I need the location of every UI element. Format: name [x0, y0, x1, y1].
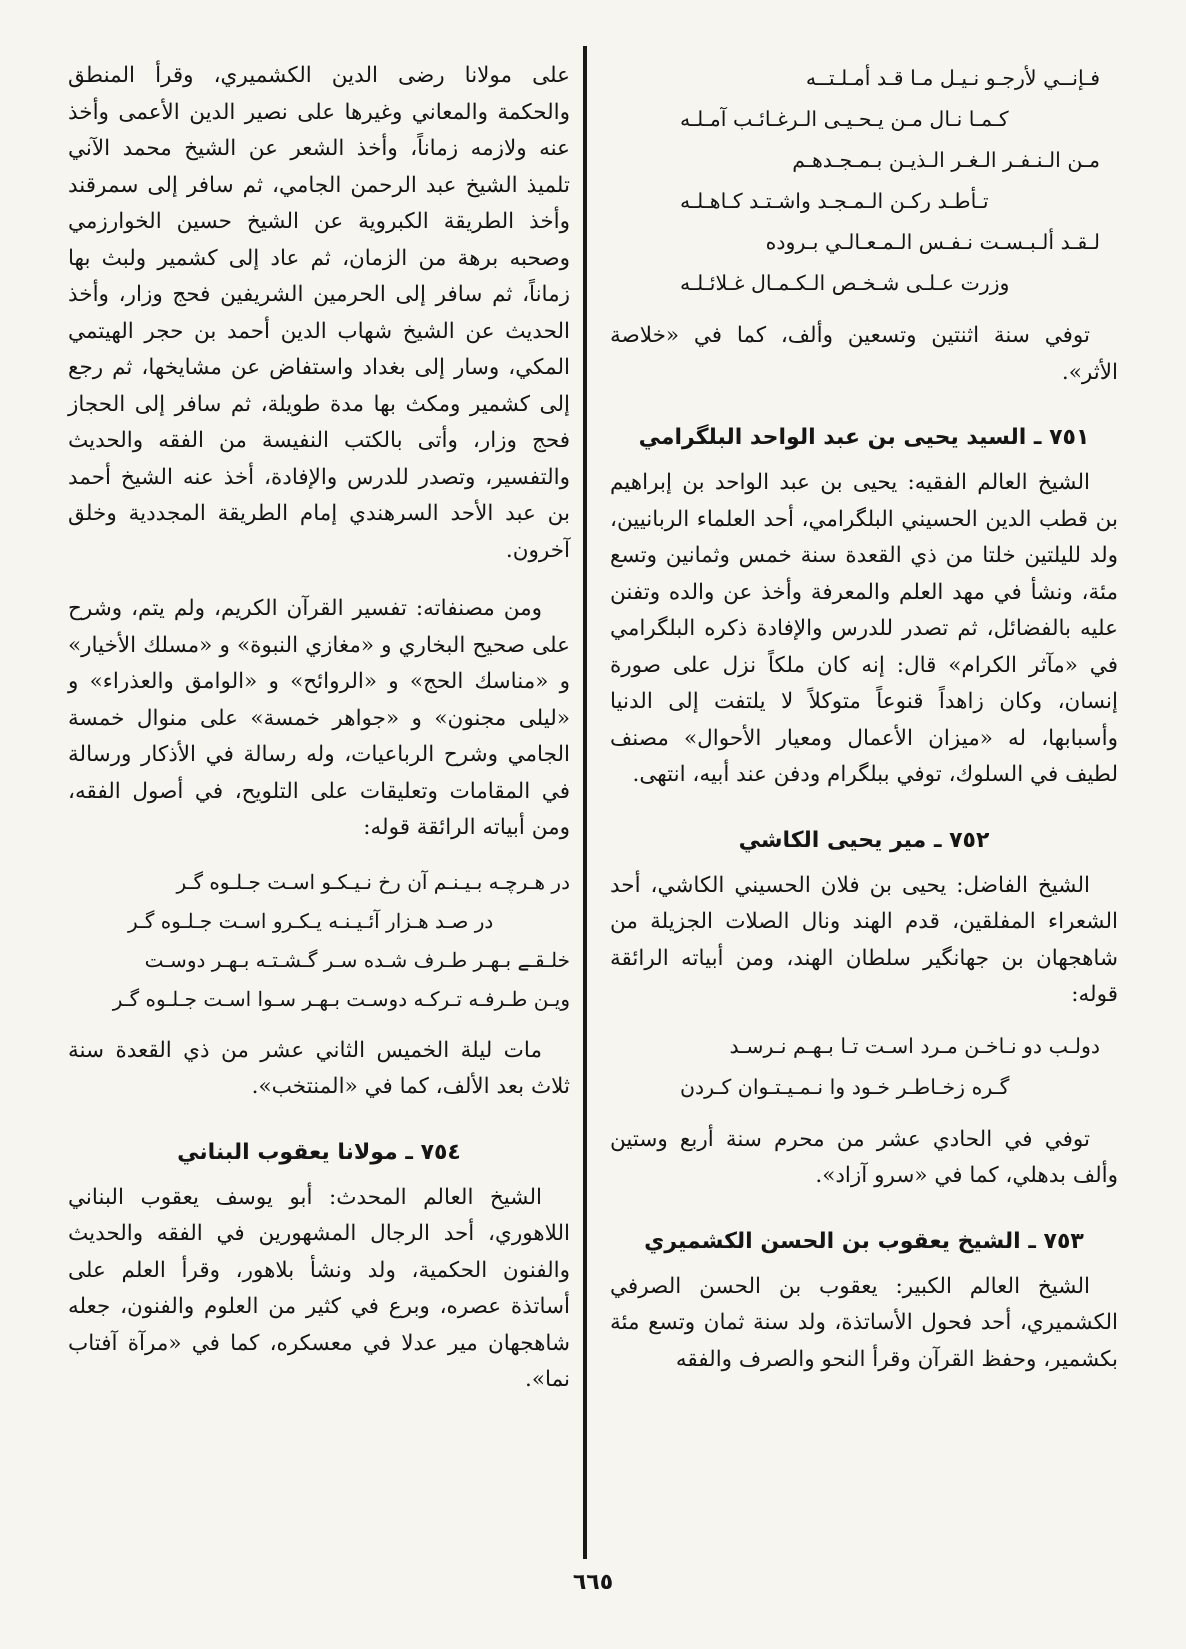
verse-line: در هـرچـه بـيـنـم آن رخ نـيـكـو اسـت جـلـوه گـر: [176, 869, 570, 894]
entry-752-text: الشيخ الفاضل: يحيى بن فلان الحسيني الكاشي، أحد الشعراء المفلقين، قدم الهند ونال الصلات الجزيلة من شاهجهان بن جهانگير سلطان الهند، ومن أبياته الرائقة قوله:: [610, 872, 1118, 1007]
entry-753-poem: [68, 863, 570, 1019]
entry-751-text: الشيخ العالم الفقيه: يحيى بن عبد الواحد بن إبراهيم بن قطب الدين الحسيني البلگرامي، أحد العلماء الربانيين، ولد لليلتين خلتا من ذي القعدة سنة خمس وثمانين وتسع مئة، ونشأ في مهد العلم والمعرفة وأخذ عن والده وتفنن عليه بالفضائل، ثم تصدر للدرس والإفادة ذكره البلگرامي في «مآثر الكرام» قال: إنه كان ملكاً نزل على صورة إنسان، وكان زاهداً قنوعاً متوكلاً لا يلتفت إلى الدنيا وأسبابها، له «ميزان الأعمال ومعيار الأحوال» مصنف لطيف في السلوك، توفي ببلگرام ودفن عند أبيه، انتهى.: [610, 470, 1118, 787]
verse-line: گـره زخـاطـر خـود وا نـمـيـتـوان كـردن: [680, 1074, 1010, 1099]
verse-line: لـقـد ألـبـسـت نـفـس الـمـعـالـي بـروده: [765, 230, 1100, 254]
verse-line: ويـن طـرفـه تـركـه دوسـت بـهـر سـوا اسـت جـلـوه گـر: [112, 986, 570, 1011]
verse-line: مـن الـنـفـر الـغـر الـذيـن بـمـجـدهـم: [792, 148, 1100, 172]
works-paragraph: ومن مصنفاته: تفسير القرآن الكريم، ولم يتم، وشرح على صحيح البخاري و «مغازي النبوة» و «مسلك الأخيار» و «مناسك الحج» و «الروائح» و «الوامق والعذراء» و «ليلى مجنون» و «جواهر خمسة» على منوال خمسة الجامي وشرح الرباعيات، وله رسالة في الأذكار ورسالة في المقامات وتعليقات على التلويح، في أصول الفقه، ومن أبياته الرائقة قوله:: [68, 596, 570, 840]
right-column: [610, 58, 1118, 1378]
page-number: ٦٦٥: [572, 1570, 614, 1595]
verse-line: تـأطـد ركـن الـمـجـد واشـتـد كـاهـلـه: [680, 189, 989, 213]
entry-753-text: الشيخ العالم الكبير: يعقوب بن الحسن الصرفي الكشميري، أحد فحول الأساتذة، ولد سنة ثمان وتسع مئة بكشمير، وحفظ القرآن وقرأ النحو والصرف والفقه: [610, 1273, 1118, 1372]
left-column: [68, 58, 570, 1399]
entry-752-poem: [610, 1026, 1118, 1108]
entry-753-heading: ٧٥٣ ـ الشيخ يعقوب بن الحسن الكشميري: [644, 1228, 1084, 1254]
entry-753-continuation: على مولانا رضى الدين الكشميري، وقرأ المنطق والحكمة والمعاني وغيرها على نصير الدين الأعمى وأخذ عنه ولازمه زماناً، وأخذ الشعر عن الشيخ محمد الآني تلميذ الشيخ عبد الرحمن الجامي، ثم سافر إلى سمرقند وأخذ الطريقة الكبروية عن الشيخ حسين الخوارزمي وصحبه برهة من الزمان، ثم عاد إلى كشمير ولبث بها زماناً، ثم سافر إلى الحرمين الشريفين فحج وزار، وأخذ الحديث عن الشيخ شهاب الدين أحمد بن حجر الهيتمي المكي، وسار إلى بغداد واستفاض عن مشايخها، ثم رجع إلى كشمير ومكث بها مدة طويلة، ثم سافر إلى الحجاز فحج وزار، وأتى بالكتب النفيسة من الفقه والحديث والتفسير، وتصدر للدرس والإفادة، أخذ عنه الشيخ أحمد بن عبد الأحد السرهندي إمام الطريقة المجددية وخلق آخرون.: [68, 63, 570, 563]
opening-poem: [610, 58, 1118, 304]
entry-754-heading: ٧٥٤ ـ مولانا يعقوب البناني: [177, 1139, 461, 1165]
verse-line: كـمـا نـال مـن يـحـيـى الـرغـائـب آمـلـه: [680, 107, 1009, 131]
verse-line: وزرت عـلـى شـخـص الـكـمـال غـلائـلـه: [680, 271, 1010, 295]
verse-line: خلـقـے بـهـر طـرف شـده سـر گـشـتـه بـهـر دوسـت: [144, 947, 570, 972]
death-note: توفي سنة اثنتين وتسعين وألف، كما في «خلاصة الأثر».: [610, 323, 1118, 385]
entry-753-death: مات ليلة الخميس الثاني عشر من ذي القعدة سنة ثلاث بعد الألف، كما في «المنتخب».: [68, 1037, 570, 1099]
verse-line: در صـد هـزار آئـيـنـه يـكـرو اسـت جـلـوه گـر: [128, 908, 494, 933]
verse-line: دولـب دو نـاخـن مـرد اسـت تـا بـهـم نـرسـد: [729, 1033, 1100, 1058]
entry-754-text: الشيخ العالم المحدث: أبو يوسف يعقوب البناني اللاهوري، أحد الرجال المشهورين في الفقه والحديث والفنون الحكمية، ولد ونشأ بلاهور، وقرأ العلم على أساتذة عصره، وبرع في كثير من العلوم والفنون، جعله شاهجهان مير عدلا في معسكره، كما في «مرآة آفتاب نما».: [68, 1184, 570, 1392]
entry-751-heading: ٧٥١ ـ السيد يحيى بن عبد الواحد البلگرامي: [638, 425, 1090, 450]
spacer: [68, 569, 570, 591]
entry-752-heading: ٧٥٢ ـ مير يحيى الكاشي: [738, 827, 990, 853]
entry-752-death: توفي في الحادي عشر من محرم سنة أربع وستين وألف بدهلي، كما في «سرو آزاد».: [610, 1126, 1118, 1188]
verse-line: فـإنــي لأرجـو نـيـل مـا قـد أمـلـتــه: [805, 66, 1100, 90]
column-divider: [583, 46, 587, 1559]
